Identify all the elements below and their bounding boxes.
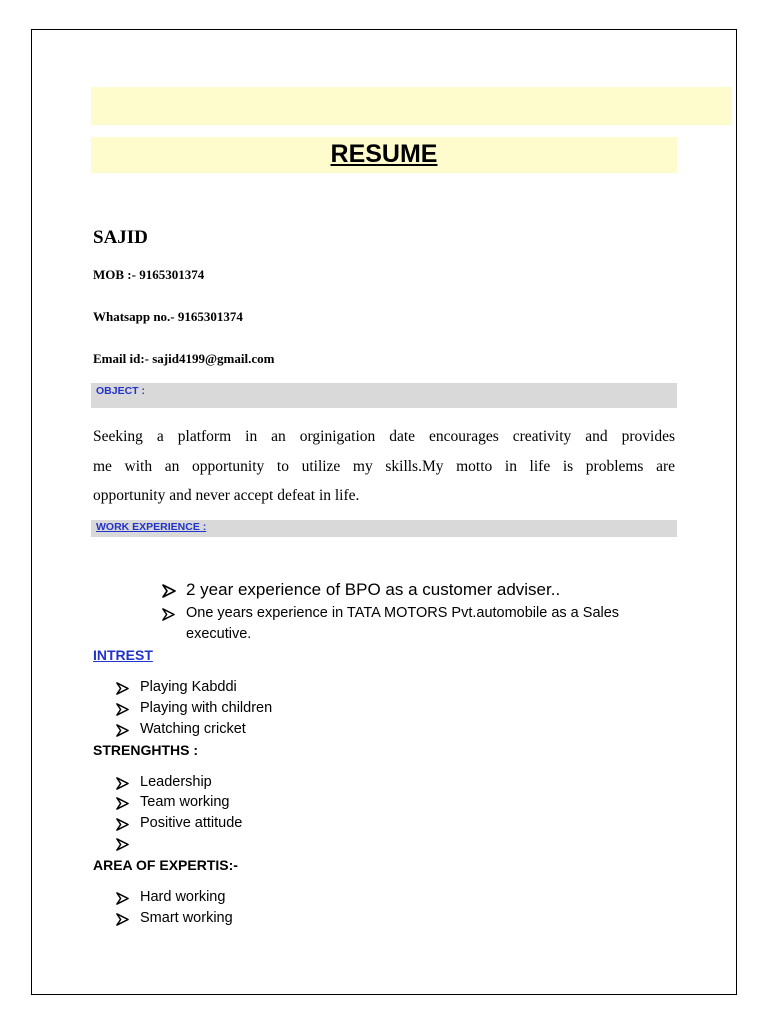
interest-item: Playing Kabddi xyxy=(140,679,237,695)
email-address: Email id:- sajid4199@gmail.com xyxy=(93,351,275,366)
objective-line: me with an opportunity to utilize my skills.My motto in life is problems are xyxy=(93,457,675,475)
arrow-bullet-icon xyxy=(116,794,140,810)
work-item: One years experience in TATA MOTORS Pvt.automobile as a Sales xyxy=(186,605,620,621)
objective-line: Seeking a platform in an orginigation date encourages creativity and provides xyxy=(93,428,675,445)
work-experience-label: WORK EXPERIENCE : xyxy=(96,521,207,533)
work-item: 2 year experience of BPO as a customer adviser.. xyxy=(186,580,561,599)
interest-heading: INTREST xyxy=(93,647,153,663)
strength-item: Positive attitude xyxy=(140,815,243,831)
object-section-bar xyxy=(91,383,677,408)
expertise-heading: AREA OF EXPERTIS:- xyxy=(93,857,238,873)
list-item xyxy=(116,774,212,790)
list-item xyxy=(116,889,225,905)
list-item xyxy=(116,910,233,926)
work-item-continued: executive. xyxy=(186,626,252,642)
strength-item: Team working xyxy=(140,794,230,810)
list-item xyxy=(116,700,272,716)
list-item xyxy=(162,580,560,600)
arrow-bullet-icon xyxy=(116,889,140,905)
arrow-bullet-icon xyxy=(116,721,140,737)
arrow-bullet-icon xyxy=(162,580,186,598)
strength-item: Leadership xyxy=(140,774,212,790)
object-label: OBJECT : xyxy=(96,385,146,397)
objective-text xyxy=(93,422,675,511)
candidate-name: SAJID xyxy=(93,227,148,248)
list-item xyxy=(116,835,140,851)
whatsapp-number: Whatsapp no.- 9165301374 xyxy=(93,309,243,324)
expertise-item: Hard working xyxy=(140,889,226,905)
arrow-bullet-icon xyxy=(116,679,140,695)
strengths-heading: STRENGHTHS : xyxy=(93,742,198,758)
arrow-bullet-icon xyxy=(116,774,140,790)
expertise-item: Smart working xyxy=(140,910,233,926)
resume-title: RESUME xyxy=(330,140,438,168)
objective-line: opportunity and never accept defeat in life. xyxy=(93,487,360,504)
list-item xyxy=(162,605,619,621)
list-item xyxy=(116,794,229,810)
interest-item: Watching cricket xyxy=(140,721,246,737)
arrow-bullet-icon xyxy=(162,605,186,621)
arrow-bullet-icon xyxy=(116,835,140,851)
interest-item: Playing with children xyxy=(140,700,273,716)
arrow-bullet-icon xyxy=(116,910,140,926)
header-band xyxy=(91,87,732,125)
mobile-number: MOB :- 9165301374 xyxy=(93,267,205,282)
arrow-bullet-icon xyxy=(116,815,140,831)
list-item xyxy=(116,721,246,737)
list-item xyxy=(116,679,237,695)
arrow-bullet-icon xyxy=(116,700,140,716)
list-item xyxy=(116,815,242,831)
